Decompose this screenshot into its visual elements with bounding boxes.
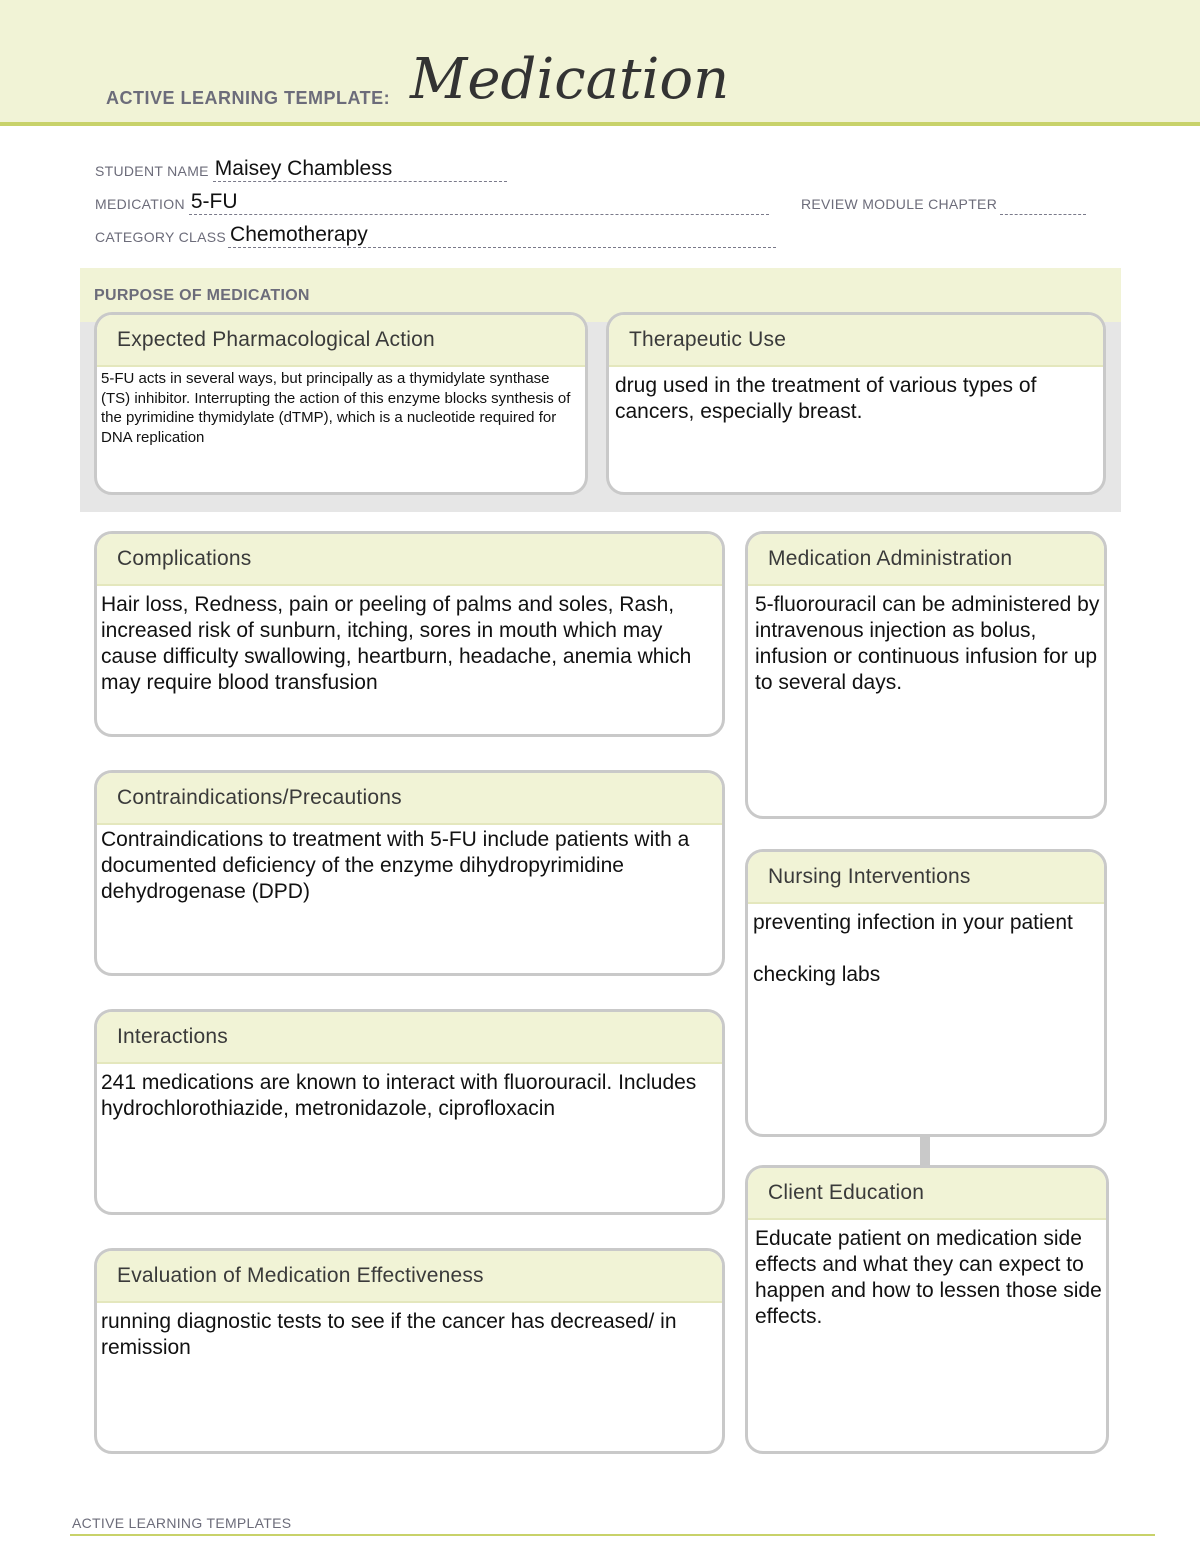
evaluation-title: Evaluation of Medication Effectiveness (97, 1251, 722, 1303)
administration-text[interactable]: 5-fluorouracil can be administered by intravenous injection as bolus, infusion or continuous infusion for up to several days. (755, 593, 1100, 694)
client-education-card (745, 1165, 1109, 1454)
complications-card (94, 531, 725, 737)
expected-action-title: Expected Pharmacological Action (97, 315, 585, 367)
expected-action-card (94, 312, 588, 495)
administration-card (745, 531, 1107, 819)
template-label: ACTIVE LEARNING TEMPLATE: (106, 88, 391, 108)
evaluation-card (94, 1248, 725, 1454)
contraindications-card (94, 770, 725, 976)
student-name-row (95, 156, 507, 182)
medication-row (95, 189, 769, 215)
medication-field[interactable]: 5-FU (189, 189, 769, 215)
client-education-title: Client Education (748, 1168, 1106, 1220)
interactions-card (94, 1009, 725, 1215)
review-module-row (801, 189, 1086, 215)
connector-line (920, 1134, 930, 1166)
client-education-text[interactable]: Educate patient on medication side effects and what they can expect to happen and how to lessen those side effects. (755, 1227, 1102, 1328)
student-name-field[interactable]: Maisey Chambless (213, 156, 507, 182)
header-rule (0, 122, 1200, 126)
complications-text[interactable]: Hair loss, Redness, pain or peeling of palms and soles, Rash, increased risk of sunburn, itching, sores in mouth which may cause difficulty swallowing, heartburn, headache, anemia which may require blood transfusion (101, 593, 692, 694)
therapeutic-use-text[interactable]: drug used in the treatment of various types of cancers, especially breast. (615, 374, 1037, 423)
interactions-text[interactable]: 241 medications are known to interact with fluorouracil. Includes hydrochlorothiazide, metronidazole, ciprofloxacin (101, 1071, 697, 1120)
nursing-title: Nursing Interventions (748, 852, 1104, 904)
student-name-label: STUDENT NAME (95, 163, 209, 179)
page-title: Medication (410, 47, 730, 112)
footer-rule (70, 1534, 1155, 1536)
category-class-label: CATEGORY CLASS (95, 229, 227, 245)
nursing-text[interactable]: preventing infection in your patient checking labs (753, 911, 1073, 986)
contraindications-title: Contraindications/Precautions (97, 773, 722, 825)
complications-title: Complications (97, 534, 722, 586)
purpose-label: PURPOSE OF MEDICATION (94, 287, 310, 304)
footer-label: ACTIVE LEARNING TEMPLATES (72, 1515, 292, 1531)
nursing-card (745, 849, 1107, 1137)
therapeutic-use-card (606, 312, 1106, 495)
medication-label: MEDICATION (95, 196, 185, 212)
review-module-field[interactable] (1000, 189, 1086, 215)
evaluation-text[interactable]: running diagnostic tests to see if the cancer has decreased/ in remission (101, 1310, 677, 1359)
administration-title: Medication Administration (748, 534, 1104, 586)
review-module-label: REVIEW MODULE CHAPTER (801, 196, 998, 212)
therapeutic-use-title: Therapeutic Use (609, 315, 1103, 367)
category-class-row (95, 222, 776, 248)
contraindications-text[interactable]: Contraindications to treatment with 5-FU include patients with a documented deficiency of the enzyme dihydropyrimidine dehydrogenase (DPD) (101, 828, 690, 903)
expected-action-text[interactable]: 5-FU acts in several ways, but principally as a thymidylate synthase (TS) inhibitor. Interrupting the action of this enzyme blocks synthesis of the pyrimidine thymidylate (dTMP), which is a nucleotide required for DNA replication (101, 370, 571, 446)
category-class-field[interactable]: Chemotherapy (228, 222, 776, 248)
interactions-title: Interactions (97, 1012, 722, 1064)
